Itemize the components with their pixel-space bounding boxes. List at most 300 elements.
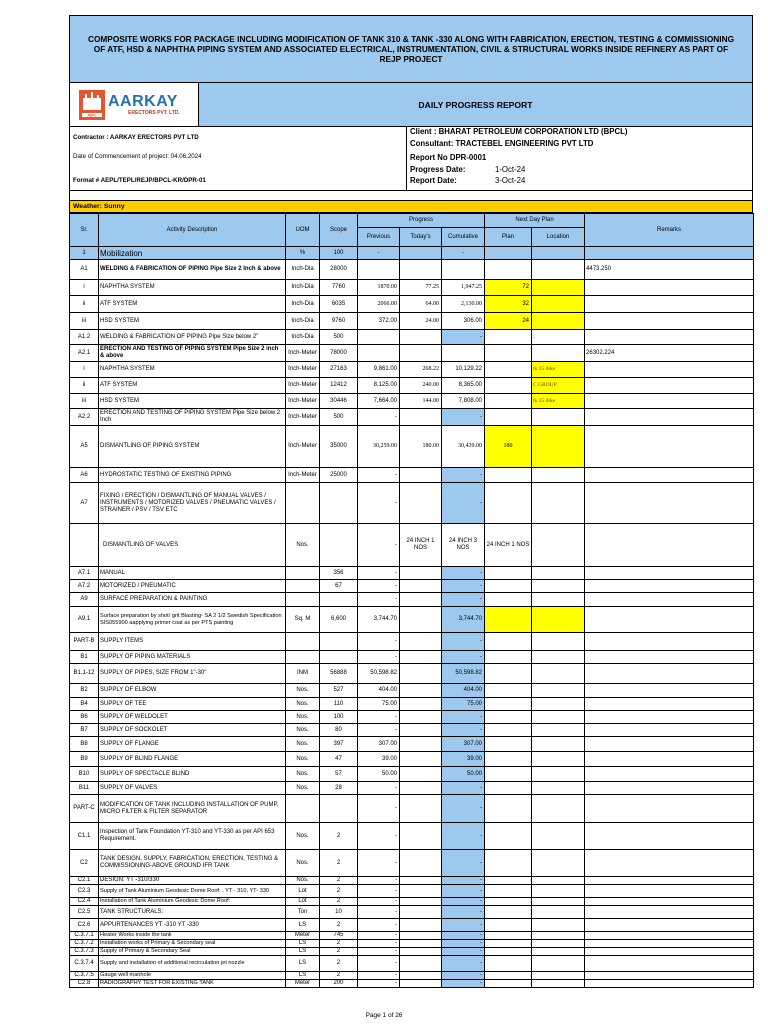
location-cell <box>532 345 585 362</box>
plan-cell <box>485 593 532 607</box>
todays-cell: 77.25 <box>400 280 442 296</box>
location-cell <box>532 483 585 524</box>
plan-cell <box>485 877 532 885</box>
todays-cell <box>400 468 442 483</box>
cumulative-cell: - <box>442 468 485 483</box>
remarks-cell: 26302.224 <box>585 345 754 362</box>
location-cell <box>532 711 585 724</box>
todays-cell <box>400 633 442 651</box>
location-cell: . <box>532 330 585 345</box>
cumulative-cell: - <box>442 940 485 948</box>
activity-cell: NAPHTHA SYSTEM <box>99 280 286 296</box>
activity-cell: Surface preparation by shot/ grit Blasting- SA 2 1/2 Swedish Specification SIS055900 aapplying primer coat as per PTS painting <box>99 607 286 633</box>
previous-cell: 75.00 <box>358 698 400 711</box>
remarks-cell <box>585 795 754 823</box>
remarks-cell <box>585 580 754 593</box>
activity-cell: HYDROSTATIC TESTING OF EXISTING PIPING <box>99 468 286 483</box>
scope-cell: 80 <box>320 724 358 737</box>
plan-cell <box>485 483 532 524</box>
cumulative-cell: 50,598.82 <box>442 664 485 684</box>
uom-cell: LS <box>286 956 320 972</box>
cumulative-cell: - <box>442 906 485 919</box>
format-text: Format # AEPL/TEPL/REJP/BPCL-KR/DPR-01 <box>73 177 206 184</box>
previous-cell: - <box>358 932 400 940</box>
todays-cell <box>400 919 442 932</box>
sr-cell: B11 <box>70 782 99 795</box>
remarks-cell <box>585 426 754 468</box>
scope-cell: 100 <box>320 247 358 260</box>
todays-cell <box>400 260 442 280</box>
tank-logo-icon <box>79 90 105 120</box>
sr-cell: A7.2 <box>70 580 99 593</box>
scope-cell: 57 <box>320 767 358 782</box>
location-cell <box>532 280 585 296</box>
activity-cell: Supply and installation of additional recirculation jet nozzle <box>99 956 286 972</box>
sr-cell: C.3.7.4 <box>70 956 99 972</box>
company-logo <box>70 83 199 126</box>
sr-cell: A7.1 <box>70 567 99 580</box>
scope-cell <box>320 593 358 607</box>
uom-cell: Inch-Dia <box>286 330 320 345</box>
scope-cell: 2 <box>320 877 358 885</box>
remarks-cell <box>585 823 754 850</box>
plan-cell <box>485 345 532 362</box>
sr-cell: 1 <box>70 247 99 260</box>
consultant-text: Consultant: TRACTEBEL ENGINEERING PVT LTD <box>410 139 594 148</box>
table-row <box>70 948 754 956</box>
location-cell <box>532 940 585 948</box>
todays-cell <box>400 752 442 767</box>
weather-bar: Weather: Sunny <box>69 200 753 213</box>
cumulative-cell: - <box>442 651 485 664</box>
scope-cell: 2 <box>320 919 358 932</box>
uom-cell: Inch-Dia <box>286 260 320 280</box>
scope-cell: 78000 <box>320 345 358 362</box>
activity-cell: HSD SYSTEM <box>99 313 286 330</box>
location-cell <box>532 782 585 795</box>
report-date-label: Report Date: <box>410 176 457 185</box>
uom-cell: Lot <box>286 885 320 898</box>
uom-cell <box>286 795 320 823</box>
table-row <box>70 296 754 313</box>
uom-cell: Inch-Dia <box>286 296 320 313</box>
todays-cell <box>400 567 442 580</box>
cumulative-cell: - <box>442 795 485 823</box>
scope-cell: 2 <box>320 885 358 898</box>
uom-cell: Lot <box>286 898 320 906</box>
logo-badge-text: AEPL <box>87 113 97 118</box>
cumulative-cell: 1,947.25 <box>442 280 485 296</box>
uom-cell: Meter <box>286 932 320 940</box>
uom-cell: Ton <box>286 906 320 919</box>
location-cell <box>532 956 585 972</box>
todays-cell <box>400 698 442 711</box>
remarks-cell <box>585 782 754 795</box>
activity-cell: ERECTION AND TESTING OF PIPING SYSTEM Pipe Size below 2 Inch <box>99 409 286 426</box>
plan-cell <box>485 795 532 823</box>
cumulative-cell: - <box>442 948 485 956</box>
cumulative-cell: 2,130.00 <box>442 296 485 313</box>
table-row <box>70 247 754 260</box>
location-cell: tk 15 dike <box>532 394 585 409</box>
cumulative-cell: - <box>442 919 485 932</box>
progress-date-label: Progress Date: <box>410 165 466 174</box>
cumulative-cell: 30,439.00 <box>442 426 485 468</box>
scope-cell: 28 <box>320 782 358 795</box>
remarks-cell <box>585 280 754 296</box>
sr-cell: C2.4 <box>70 898 99 906</box>
activity-cell: SUPPLY OF WELDOLET <box>99 711 286 724</box>
location-cell <box>532 651 585 664</box>
remarks-cell <box>585 850 754 877</box>
remarks-cell <box>585 468 754 483</box>
remarks-cell <box>585 767 754 782</box>
plan-cell <box>485 651 532 664</box>
remarks-cell: 4473.250 <box>585 260 754 280</box>
activity-cell: Gauge well manhole <box>99 972 286 980</box>
table-row <box>70 782 754 795</box>
uom-cell: Inch-Meter <box>286 426 320 468</box>
sr-cell: i <box>70 280 99 296</box>
table-row <box>70 313 754 330</box>
scope-cell <box>320 633 358 651</box>
plan-cell <box>485 684 532 698</box>
plan-cell <box>485 885 532 898</box>
todays-cell <box>400 737 442 752</box>
header-previous: Previous <box>358 228 400 247</box>
remarks-cell <box>585 906 754 919</box>
todays-cell: 24 INCH 1 NOS <box>400 524 442 567</box>
todays-cell: 268.22 <box>400 362 442 378</box>
table-row <box>70 919 754 932</box>
previous-cell <box>358 260 400 280</box>
activity-cell: NAPHTHA SYSTEM <box>99 362 286 378</box>
previous-cell: 1870.00 <box>358 280 400 296</box>
todays-cell <box>400 940 442 948</box>
table-row <box>70 752 754 767</box>
sr-cell: B10 <box>70 767 99 782</box>
location-cell <box>532 737 585 752</box>
previous-cell: 372.00 <box>358 313 400 330</box>
activity-cell: ERECTION AND TESTING OF PIPING SYSTEM Pipe Size 2 inch & above <box>99 345 286 362</box>
remarks-cell <box>585 940 754 948</box>
scope-cell: 356 <box>320 567 358 580</box>
previous-cell: 9,861.00 <box>358 362 400 378</box>
activity-cell: FIXING / ERECTION / DISMANTLING OF MANUAL VALVES / INSTRUMENTS / MOTORIZED VALVES / PNEUMATIC VALVES / STRAINER / PSV / TSV ETC <box>99 483 286 524</box>
activity-cell: SUPPLY OF VALVES <box>99 782 286 795</box>
table-row <box>70 593 754 607</box>
previous-cell: 30,259.00 <box>358 426 400 468</box>
plan-cell <box>485 260 532 280</box>
table-row <box>70 260 754 280</box>
plan-cell <box>485 468 532 483</box>
scope-cell: 6,600 <box>320 607 358 633</box>
previous-cell: - <box>358 247 400 260</box>
previous-cell: 2066.00 <box>358 296 400 313</box>
activity-cell: SUPPLY ITEMS <box>99 633 286 651</box>
previous-cell: - <box>358 948 400 956</box>
todays-cell <box>400 767 442 782</box>
uom-cell: Nos. <box>286 684 320 698</box>
previous-cell: 3,744.70 <box>358 607 400 633</box>
uom-cell: Inch-Meter <box>286 409 320 426</box>
cumulative-cell: 10,129.22 <box>442 362 485 378</box>
previous-cell: - <box>358 972 400 980</box>
header-next-day-plan: Next Day Plan <box>485 214 585 228</box>
remarks-cell <box>585 633 754 651</box>
table-row <box>70 345 754 362</box>
activity-cell: Inspection of Tank Foundation YT-310 and YT-330 as per API 653 Requirement. <box>99 823 286 850</box>
scope-cell: 10 <box>320 906 358 919</box>
sr-cell: C2.6 <box>70 919 99 932</box>
uom-cell: Inch-Dia <box>286 280 320 296</box>
activity-cell: RADIOGRAPHY TEST FOR EXISTING TANK <box>99 980 286 988</box>
plan-cell <box>485 409 532 426</box>
header-plan: Plan <box>485 228 532 247</box>
info-left <box>70 127 407 190</box>
location-cell: C GROUP <box>532 378 585 394</box>
uom-cell: Inch-Dia <box>286 313 320 330</box>
sr-cell: C.3.7.1 <box>70 932 99 940</box>
remarks-cell <box>585 378 754 394</box>
location-cell <box>532 767 585 782</box>
uom-cell: Nos. <box>286 850 320 877</box>
activity-cell: ATF SYSTEM <box>99 378 286 394</box>
location-cell: tk 15 dike <box>532 362 585 378</box>
cumulative-cell: 50.00 <box>442 767 485 782</box>
cumulative-cell: - <box>442 330 485 345</box>
cumulative-cell: - <box>442 580 485 593</box>
scope-cell: 9760 <box>320 313 358 330</box>
previous-cell: - <box>358 483 400 524</box>
commencement-text: Date of Commencement of project: 04.06.2024 <box>73 153 202 160</box>
previous-cell: - <box>358 919 400 932</box>
table-row <box>70 850 754 877</box>
activity-cell: MOTORIZED / PNEUMATIC <box>99 580 286 593</box>
sr-cell: B8 <box>70 737 99 752</box>
activity-cell: SURFACE PREPARATION & PAINTING <box>99 593 286 607</box>
uom-cell: INM <box>286 664 320 684</box>
table-row <box>70 767 754 782</box>
scope-cell: 27163 <box>320 362 358 378</box>
previous-cell: - <box>358 850 400 877</box>
sr-cell: A1 <box>70 260 99 280</box>
activity-cell: MODIFICATION OF TANK INCLUDING INSTALLATION OF PUMP, MICRO FILTER & FILTER SEPARATOR <box>99 795 286 823</box>
sr-cell: A9 <box>70 593 99 607</box>
activity-cell: WELDING & FABRICATION OF PIPING Pipe Size 2 Inch & above <box>99 260 286 280</box>
previous-cell: - <box>358 885 400 898</box>
activity-cell: DISMANTLING OF PIPING SYSTEM <box>99 426 286 468</box>
plan-cell <box>485 567 532 580</box>
header-location: Location <box>532 228 585 247</box>
table-row <box>70 698 754 711</box>
previous-cell <box>358 330 400 345</box>
previous-cell: - <box>358 956 400 972</box>
cumulative-cell: - <box>442 898 485 906</box>
activity-cell: ATF SYSTEM <box>99 296 286 313</box>
plan-cell <box>485 823 532 850</box>
sr-cell: B6 <box>70 711 99 724</box>
table-row <box>70 956 754 972</box>
scope-cell: 100 <box>320 711 358 724</box>
previous-cell: 307.00 <box>358 737 400 752</box>
sr-cell: C2 <box>70 850 99 877</box>
uom-cell: Nos. <box>286 752 320 767</box>
remarks-cell <box>585 607 754 633</box>
scope-cell: 67 <box>320 580 358 593</box>
plan-cell <box>485 940 532 948</box>
previous-cell: - <box>358 898 400 906</box>
cumulative-cell <box>442 260 485 280</box>
plan-cell <box>485 956 532 972</box>
plan-cell <box>485 737 532 752</box>
plan-cell: 24 INCH 1 NOS <box>485 524 532 567</box>
cumulative-cell: - <box>442 409 485 426</box>
todays-cell <box>400 795 442 823</box>
scope-cell: 2 <box>320 850 358 877</box>
table-row <box>70 362 754 378</box>
info-right <box>407 127 752 190</box>
previous-cell: - <box>358 877 400 885</box>
activity-cell: SUPPLY OF FLANGE <box>99 737 286 752</box>
header-todays: Today's <box>400 228 442 247</box>
uom-cell: LS <box>286 972 320 980</box>
sr-cell: A1.2 <box>70 330 99 345</box>
location-cell <box>532 932 585 940</box>
remarks-cell <box>585 698 754 711</box>
todays-cell: 144.00 <box>400 394 442 409</box>
plan-cell <box>485 724 532 737</box>
sr-cell: C.3.7.5 <box>70 972 99 980</box>
table-row <box>70 737 754 752</box>
remarks-cell <box>585 956 754 972</box>
plan-cell <box>485 972 532 980</box>
previous-cell: 50.00 <box>358 767 400 782</box>
todays-cell <box>400 580 442 593</box>
todays-cell <box>400 664 442 684</box>
location-cell <box>532 260 585 280</box>
uom-cell: LS <box>286 919 320 932</box>
plan-cell: 32 <box>485 296 532 313</box>
location-cell <box>532 972 585 980</box>
cumulative-cell: 306.00 <box>442 313 485 330</box>
table-row <box>70 524 754 567</box>
remarks-cell <box>585 898 754 906</box>
plan-cell: 180 <box>485 426 532 468</box>
scope-cell: 397 <box>320 737 358 752</box>
location-cell <box>532 850 585 877</box>
info-row <box>69 127 753 191</box>
uom-cell: LS <box>286 940 320 948</box>
uom-cell: Inch-Meter <box>286 468 320 483</box>
remarks-cell <box>585 919 754 932</box>
previous-cell <box>358 345 400 362</box>
activity-cell: TANK STRUCTURALS: <box>99 906 286 919</box>
sr-cell: C2.8 <box>70 980 99 988</box>
location-cell <box>532 698 585 711</box>
remarks-cell <box>585 313 754 330</box>
scope-cell: 527 <box>320 684 358 698</box>
table-row <box>70 483 754 524</box>
cumulative-cell: - <box>442 711 485 724</box>
remarks-cell <box>585 885 754 898</box>
sr-cell: PART-B <box>70 633 99 651</box>
location-cell <box>532 948 585 956</box>
todays-cell <box>400 782 442 795</box>
remarks-cell <box>585 932 754 940</box>
activity-cell: SUPPLY OF SOCKOLET <box>99 724 286 737</box>
cumulative-cell: 8,365.00 <box>442 378 485 394</box>
scope-cell: 6035 <box>320 296 358 313</box>
scope-cell: 28000 <box>320 260 358 280</box>
remarks-cell <box>585 724 754 737</box>
plan-cell <box>485 607 532 633</box>
scope-cell: 56888 <box>320 664 358 684</box>
remarks-cell <box>585 524 754 567</box>
activity-cell: WELDING & FABRICATION OF PIPING Pipe Size below 2" <box>99 330 286 345</box>
table-row <box>70 885 754 898</box>
remarks-cell <box>585 483 754 524</box>
previous-cell: - <box>358 711 400 724</box>
activity-cell: SUPPLY OF SPECTACLE BLIND <box>99 767 286 782</box>
activity-cell: Supply of Tank Aluminium Geodesic Dome Roof: . YT - 310, YT- 330 <box>99 885 286 898</box>
location-cell <box>532 296 585 313</box>
scope-cell: 500 <box>320 330 358 345</box>
cumulative-cell: - <box>442 567 485 580</box>
activity-cell: Mobilization <box>99 247 286 260</box>
uom-cell: % <box>286 247 320 260</box>
cumulative-cell: - <box>442 877 485 885</box>
location-cell <box>532 468 585 483</box>
uom-cell <box>286 567 320 580</box>
scope-cell: 500 <box>320 409 358 426</box>
uom-cell: Meter <box>286 980 320 988</box>
todays-cell <box>400 607 442 633</box>
uom-cell: Nos. <box>286 877 320 885</box>
scope-cell <box>320 483 358 524</box>
remarks-cell <box>585 737 754 752</box>
progress-date-value: 1-Oct-24 <box>495 165 526 174</box>
todays-cell: 240.00 <box>400 378 442 394</box>
uom-cell: Inch-Meter <box>286 345 320 362</box>
table-row <box>70 468 754 483</box>
cumulative-cell: 404.00 <box>442 684 485 698</box>
todays-cell: 64.00 <box>400 296 442 313</box>
cumulative-cell <box>442 345 485 362</box>
plan-cell <box>485 330 532 345</box>
scope-cell: 200 <box>320 980 358 988</box>
table-row <box>70 980 754 988</box>
sr-cell: A7 <box>70 483 99 524</box>
sr-cell: C.3.7.2 <box>70 940 99 948</box>
todays-cell <box>400 483 442 524</box>
scope-cell: 35000 <box>320 426 358 468</box>
location-cell <box>532 247 585 260</box>
sr-cell: A5 <box>70 426 99 468</box>
sr-cell: A6 <box>70 468 99 483</box>
header-cumulative: Cumulative <box>442 228 485 247</box>
previous-cell: - <box>358 823 400 850</box>
cumulative-cell: 24 INCH 3 NOS <box>442 524 485 567</box>
logo-sub: ERECTORS PVT. LTD. <box>128 109 180 116</box>
location-cell <box>532 567 585 580</box>
table-row <box>70 724 754 737</box>
todays-cell <box>400 906 442 919</box>
location-cell <box>532 823 585 850</box>
plan-cell <box>485 906 532 919</box>
scope-cell <box>320 651 358 664</box>
previous-cell: - <box>358 633 400 651</box>
